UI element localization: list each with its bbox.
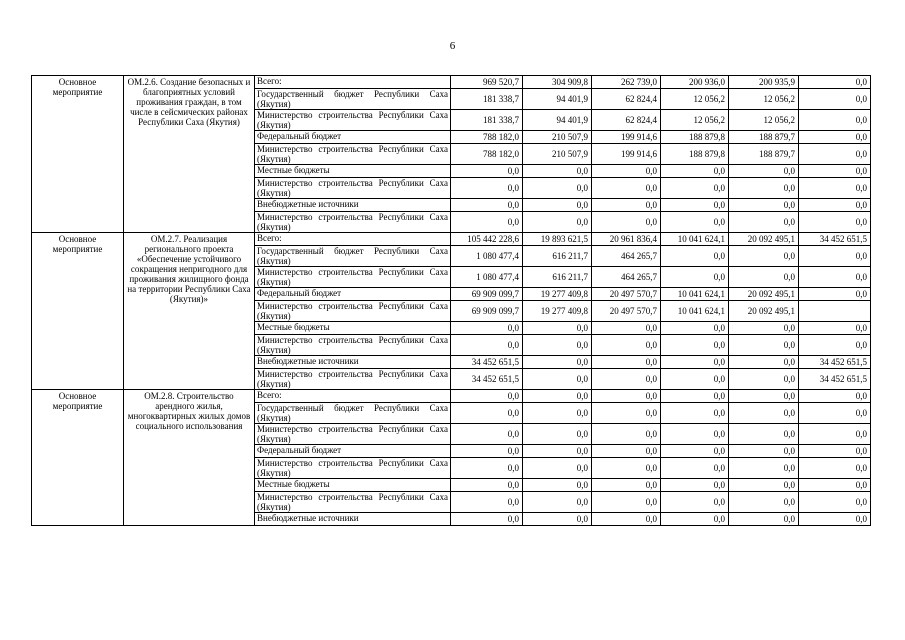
amount-cell: 94 401,9 xyxy=(523,110,592,131)
amount-cell: 0,0 xyxy=(729,513,799,526)
amount-cell: 200 935,9 xyxy=(729,76,799,89)
amount-cell: 0,0 xyxy=(523,369,592,390)
amount-cell: 0,0 xyxy=(523,335,592,356)
funding-source-cell: Министерство строительства Республики Саха (Якутия) xyxy=(255,335,451,356)
amount-cell: 34 452 651,5 xyxy=(799,233,871,246)
amount-cell: 0,0 xyxy=(729,403,799,424)
amount-cell: 0,0 xyxy=(592,212,661,233)
amount-cell: 69 909 099,7 xyxy=(451,301,523,322)
funding-source-cell: Всего: xyxy=(255,76,451,89)
activity-type-cell: Основное мероприятие xyxy=(32,390,124,526)
funding-source-cell: Федеральный бюджет xyxy=(255,445,451,458)
amount-cell: 12 056,2 xyxy=(729,110,799,131)
amount-cell: 12 056,2 xyxy=(661,110,729,131)
funding-source-cell: Государственный бюджет Республики Саха (Якутия) xyxy=(255,89,451,110)
amount-cell: 788 182,0 xyxy=(451,144,523,165)
amount-cell: 0,0 xyxy=(661,513,729,526)
amount-cell: 0,0 xyxy=(592,479,661,492)
funding-source-cell: Местные бюджеты xyxy=(255,165,451,178)
funding-source-cell: Федеральный бюджет xyxy=(255,288,451,301)
amount-cell: 0,0 xyxy=(799,479,871,492)
amount-cell: 616 211,7 xyxy=(523,267,592,288)
amount-cell: 0,0 xyxy=(451,492,523,513)
amount-cell: 0,0 xyxy=(661,479,729,492)
amount-cell: 181 338,7 xyxy=(451,89,523,110)
amount-cell: 0,0 xyxy=(592,335,661,356)
amount-cell: 210 507,9 xyxy=(523,131,592,144)
funding-source-cell: Министерство строительства Республики Саха (Якутия) xyxy=(255,492,451,513)
amount-cell: 0,0 xyxy=(729,178,799,199)
amount-cell: 1 080 477,4 xyxy=(451,267,523,288)
amount-cell: 20 497 570,7 xyxy=(592,288,661,301)
amount-cell: 0,0 xyxy=(592,390,661,403)
amount-cell: 0,0 xyxy=(592,322,661,335)
amount-cell: 0,0 xyxy=(799,199,871,212)
amount-cell: 199 914,6 xyxy=(592,144,661,165)
amount-cell: 0,0 xyxy=(799,267,871,288)
amount-cell: 20 961 836,4 xyxy=(592,233,661,246)
funding-source-cell: Министерство строительства Республики Саха (Якутия) xyxy=(255,301,451,322)
amount-cell: 0,0 xyxy=(661,424,729,445)
amount-cell: 0,0 xyxy=(799,445,871,458)
amount-cell: 0,0 xyxy=(451,458,523,479)
amount-cell: 0,0 xyxy=(799,131,871,144)
amount-cell: 10 041 624,1 xyxy=(661,288,729,301)
amount-cell: 0,0 xyxy=(592,492,661,513)
amount-cell: 0,0 xyxy=(523,458,592,479)
amount-cell: 0,0 xyxy=(523,513,592,526)
amount-cell: 105 442 228,6 xyxy=(451,233,523,246)
amount-cell: 0,0 xyxy=(451,199,523,212)
funding-source-cell: Всего: xyxy=(255,390,451,403)
amount-cell: 62 824,4 xyxy=(592,89,661,110)
amount-cell: 20 092 495,1 xyxy=(729,288,799,301)
page-number: 6 xyxy=(449,40,456,52)
funding-source-cell: Федеральный бюджет xyxy=(255,131,451,144)
amount-cell: 0,0 xyxy=(451,445,523,458)
funding-source-cell: Внебюджетные источники xyxy=(255,356,451,369)
activity-name-cell: ОМ.2.6. Создание безопасных и благоприятных условий проживания граждан, в том числе в сейсмических районах Республики Саха (Якутия) xyxy=(124,76,255,233)
amount-cell: 0,0 xyxy=(592,445,661,458)
amount-cell: 69 909 099,7 xyxy=(451,288,523,301)
amount-cell: 969 520,7 xyxy=(451,76,523,89)
funding-source-cell: Министерство строительства Республики Саха (Якутия) xyxy=(255,178,451,199)
amount-cell: 20 092 495,1 xyxy=(729,233,799,246)
amount-cell: 464 265,7 xyxy=(592,246,661,267)
funding-source-cell: Министерство строительства Республики Саха (Якутия) xyxy=(255,369,451,390)
activity-type-cell: Основное мероприятие xyxy=(32,76,124,233)
amount-cell: 0,0 xyxy=(661,492,729,513)
amount-cell: 0,0 xyxy=(523,165,592,178)
amount-cell: 0,0 xyxy=(661,390,729,403)
amount-cell: 0,0 xyxy=(799,76,871,89)
funding-source-cell: Министерство строительства Республики Саха (Якутия) xyxy=(255,424,451,445)
funding-source-cell: Государственный бюджет Республики Саха (Якутия) xyxy=(255,403,451,424)
amount-cell: 34 452 651,5 xyxy=(451,356,523,369)
funding-source-cell: Местные бюджеты xyxy=(255,479,451,492)
amount-cell: 0,0 xyxy=(729,165,799,178)
funding-source-cell: Внебюджетные источники xyxy=(255,513,451,526)
amount-cell: 188 879,7 xyxy=(729,131,799,144)
amount-cell: 0,0 xyxy=(799,403,871,424)
amount-cell: 0,0 xyxy=(661,356,729,369)
amount-cell: 0,0 xyxy=(799,110,871,131)
amount-cell: 0,0 xyxy=(799,322,871,335)
activity-name-cell: ОМ.2.8. Строительство арендного жилья, многоквартирных жилых домов социального использования xyxy=(124,390,255,526)
amount-cell: 12 056,2 xyxy=(729,89,799,110)
amount-cell: 0,0 xyxy=(592,513,661,526)
amount-cell: 0,0 xyxy=(729,335,799,356)
amount-cell: 0,0 xyxy=(523,322,592,335)
funding-source-cell: Всего: xyxy=(255,233,451,246)
amount-cell: 0,0 xyxy=(523,479,592,492)
amount-cell: 0,0 xyxy=(451,212,523,233)
amount-cell: 199 914,6 xyxy=(592,131,661,144)
amount-cell: 0,0 xyxy=(729,199,799,212)
amount-cell: 0,0 xyxy=(451,390,523,403)
funding-source-cell: Министерство строительства Республики Саха (Якутия) xyxy=(255,458,451,479)
amount-cell: 188 879,8 xyxy=(661,144,729,165)
amount-cell: 0,0 xyxy=(729,356,799,369)
amount-cell: 12 056,2 xyxy=(661,89,729,110)
amount-cell: 19 277 409,8 xyxy=(523,301,592,322)
amount-cell: 616 211,7 xyxy=(523,246,592,267)
funding-table xyxy=(31,75,871,526)
amount-cell: 0,0 xyxy=(729,445,799,458)
amount-cell: 34 452 651,5 xyxy=(799,356,871,369)
amount-cell: 1 080 477,4 xyxy=(451,246,523,267)
amount-cell: 0,0 xyxy=(451,403,523,424)
amount-cell: 10 041 624,1 xyxy=(661,233,729,246)
activity-name-cell: ОМ.2.7. Реализация регионального проекта «Обеспечение устойчивого сокращения непригодного для проживания жилищного фонда на территории Республики Саха (Якутия)» xyxy=(124,233,255,390)
funding-source-cell: Министерство строительства Республики Саха (Якутия) xyxy=(255,267,451,288)
amount-cell: 20 497 570,7 xyxy=(592,301,661,322)
amount-cell: 0,0 xyxy=(592,165,661,178)
table-row xyxy=(32,76,871,89)
amount-cell: 20 092 495,1 xyxy=(729,301,799,322)
amount-cell: 0,0 xyxy=(799,492,871,513)
amount-cell: 10 041 624,1 xyxy=(661,301,729,322)
amount-cell: 0,0 xyxy=(799,212,871,233)
amount-cell: 0,0 xyxy=(661,403,729,424)
amount-cell: 0,0 xyxy=(592,403,661,424)
amount-cell: 19 893 621,5 xyxy=(523,233,592,246)
amount-cell: 34 452 651,5 xyxy=(451,369,523,390)
amount-cell: 94 401,9 xyxy=(523,89,592,110)
amount-cell: 0,0 xyxy=(451,479,523,492)
amount-cell: 0,0 xyxy=(661,199,729,212)
amount-cell: 0,0 xyxy=(799,288,871,301)
amount-cell: 0,0 xyxy=(592,199,661,212)
funding-source-cell: Министерство строительства Республики Саха (Якутия) xyxy=(255,144,451,165)
amount-cell: 0,0 xyxy=(592,356,661,369)
amount-cell: 0,0 xyxy=(592,424,661,445)
amount-cell: 0,0 xyxy=(451,322,523,335)
amount-cell: 0,0 xyxy=(661,212,729,233)
amount-cell: 0,0 xyxy=(729,369,799,390)
amount-cell: 0,0 xyxy=(523,445,592,458)
amount-cell: 0,0 xyxy=(523,212,592,233)
amount-cell: 0,0 xyxy=(729,479,799,492)
amount-cell: 0,0 xyxy=(661,369,729,390)
amount-cell: 0,0 xyxy=(729,458,799,479)
amount-cell: 0,0 xyxy=(799,144,871,165)
amount-cell: 0,0 xyxy=(523,199,592,212)
amount-cell: 464 265,7 xyxy=(592,267,661,288)
amount-cell: 0,0 xyxy=(451,165,523,178)
amount-cell: 0,0 xyxy=(799,513,871,526)
amount-cell: 0,0 xyxy=(592,178,661,199)
amount-cell: 0,0 xyxy=(523,178,592,199)
funding-source-cell: Местные бюджеты xyxy=(255,322,451,335)
amount-cell: 210 507,9 xyxy=(523,144,592,165)
amount-cell: 0,0 xyxy=(592,369,661,390)
table-row xyxy=(32,390,871,403)
amount-cell xyxy=(799,301,871,322)
funding-source-cell: Министерство строительства Республики Саха (Якутия) xyxy=(255,110,451,131)
table-row xyxy=(32,233,871,246)
activity-type-cell: Основное мероприятие xyxy=(32,233,124,390)
amount-cell: 0,0 xyxy=(729,267,799,288)
amount-cell: 0,0 xyxy=(661,178,729,199)
amount-cell: 0,0 xyxy=(729,322,799,335)
amount-cell: 0,0 xyxy=(729,246,799,267)
amount-cell: 0,0 xyxy=(523,424,592,445)
amount-cell: 34 452 651,5 xyxy=(799,369,871,390)
amount-cell: 0,0 xyxy=(661,165,729,178)
amount-cell: 0,0 xyxy=(661,458,729,479)
amount-cell: 0,0 xyxy=(799,165,871,178)
funding-source-cell: Министерство строительства Республики Саха (Якутия) xyxy=(255,212,451,233)
amount-cell: 0,0 xyxy=(799,390,871,403)
amount-cell: 788 182,0 xyxy=(451,131,523,144)
amount-cell: 0,0 xyxy=(799,458,871,479)
amount-cell: 0,0 xyxy=(661,445,729,458)
amount-cell: 0,0 xyxy=(451,178,523,199)
amount-cell: 0,0 xyxy=(661,246,729,267)
amount-cell: 262 739,0 xyxy=(592,76,661,89)
amount-cell: 0,0 xyxy=(523,403,592,424)
amount-cell: 0,0 xyxy=(661,267,729,288)
amount-cell: 188 879,8 xyxy=(661,131,729,144)
amount-cell: 0,0 xyxy=(661,335,729,356)
amount-cell: 0,0 xyxy=(799,246,871,267)
funding-source-cell: Государственный бюджет Республики Саха (Якутия) xyxy=(255,246,451,267)
amount-cell: 0,0 xyxy=(523,492,592,513)
amount-cell: 0,0 xyxy=(799,178,871,199)
amount-cell: 0,0 xyxy=(799,424,871,445)
amount-cell: 0,0 xyxy=(451,424,523,445)
amount-cell: 0,0 xyxy=(729,390,799,403)
amount-cell: 0,0 xyxy=(661,322,729,335)
amount-cell: 304 909,8 xyxy=(523,76,592,89)
amount-cell: 181 338,7 xyxy=(451,110,523,131)
amount-cell: 0,0 xyxy=(729,424,799,445)
amount-cell: 0,0 xyxy=(592,458,661,479)
amount-cell: 0,0 xyxy=(799,89,871,110)
amount-cell: 19 277 409,8 xyxy=(523,288,592,301)
amount-cell: 0,0 xyxy=(729,212,799,233)
amount-cell: 0,0 xyxy=(799,335,871,356)
amount-cell: 188 879,7 xyxy=(729,144,799,165)
amount-cell: 200 936,0 xyxy=(661,76,729,89)
amount-cell: 0,0 xyxy=(523,390,592,403)
amount-cell: 0,0 xyxy=(451,513,523,526)
amount-cell: 0,0 xyxy=(729,492,799,513)
funding-table-body xyxy=(32,76,871,526)
amount-cell: 0,0 xyxy=(451,335,523,356)
amount-cell: 62 824,4 xyxy=(592,110,661,131)
amount-cell: 0,0 xyxy=(523,356,592,369)
funding-source-cell: Внебюджетные источники xyxy=(255,199,451,212)
